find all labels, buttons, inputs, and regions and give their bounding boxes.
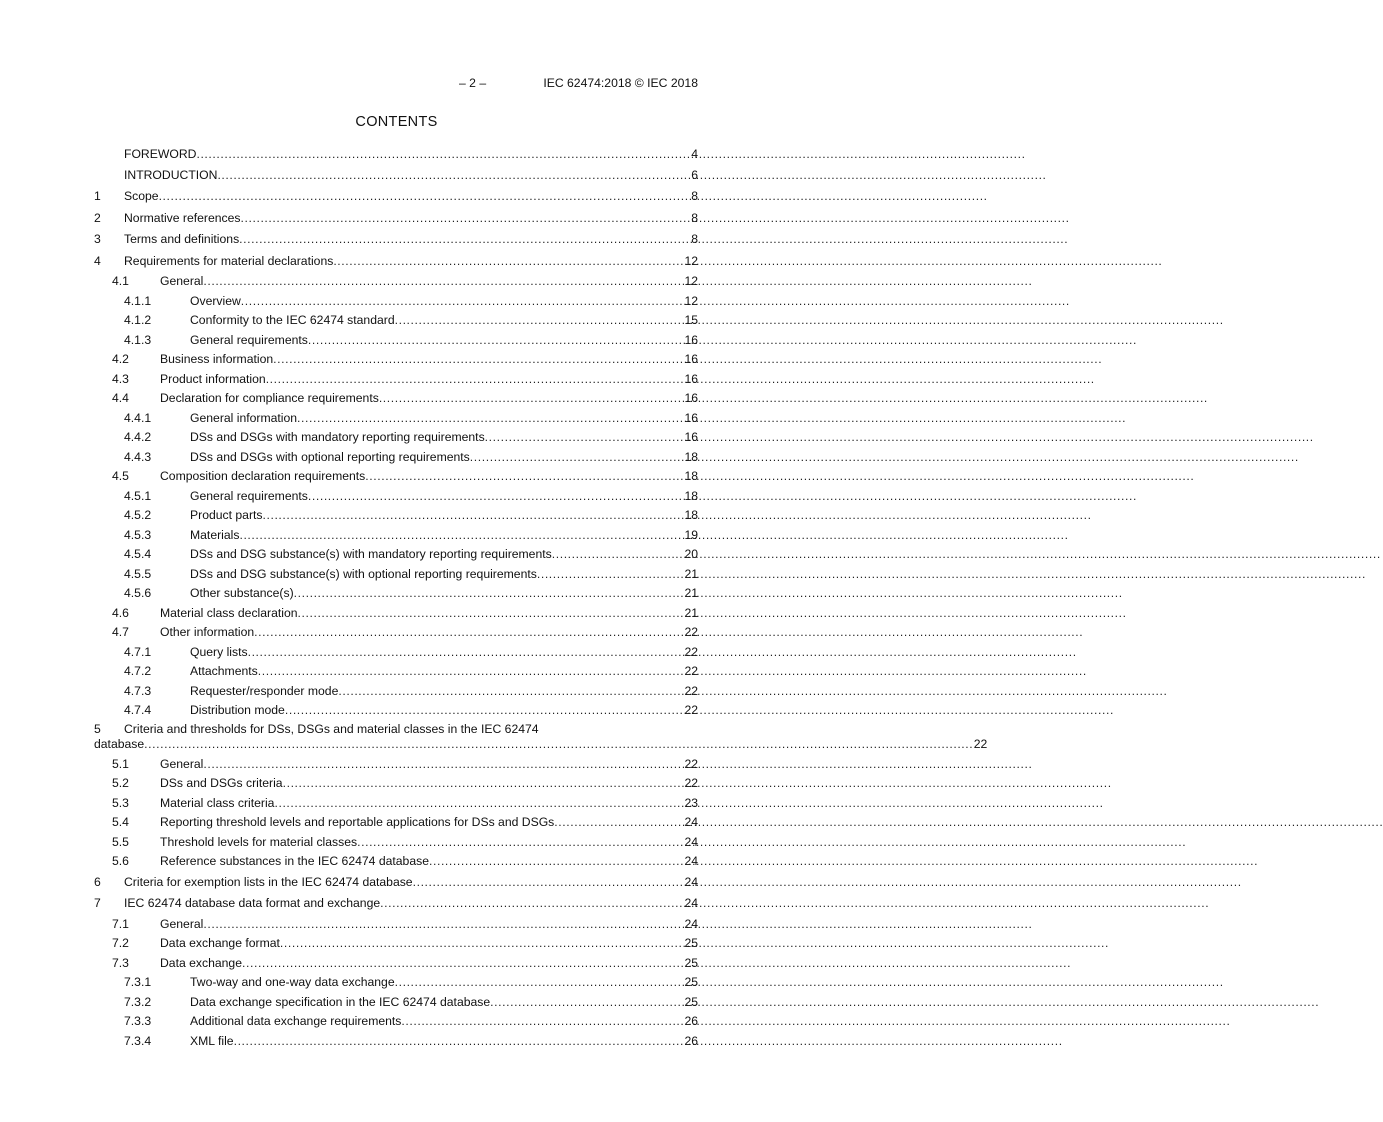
toc-entry-title: Composition declaration requirements <box>160 469 366 483</box>
toc-entry-title: Normative references <box>124 210 241 225</box>
toc-entry-page: 16 <box>684 352 698 366</box>
toc-entry-number: 2 <box>94 210 101 225</box>
toc-entry-title: General <box>160 756 204 771</box>
toc-entry-number: 4.1.3 <box>124 332 152 347</box>
toc-entry-page: 12 <box>684 274 698 288</box>
toc-leader-dots <box>203 272 684 292</box>
toc-entry-title: Material class criteria <box>160 795 275 810</box>
toc-entry-number: 4.5.6 <box>124 586 152 600</box>
toc-entry[interactable] <box>94 852 698 872</box>
toc-entry-number: 4.5.1 <box>124 488 152 503</box>
toc-entry[interactable] <box>94 662 698 682</box>
toc-entry-number: 7.3.3 <box>124 1014 152 1028</box>
toc-entry-page: 18 <box>684 488 698 503</box>
toc-entry-page: 16 <box>684 332 698 347</box>
toc-entry-page: 16 <box>684 371 698 386</box>
toc-entry[interactable] <box>94 682 698 702</box>
toc-entry-page: 22 <box>684 625 698 639</box>
toc-entry-title: Requirements for material declarations <box>124 253 334 268</box>
toc-leader-dots <box>365 467 684 487</box>
toc-entry-title: Distribution mode <box>190 703 285 717</box>
toc-entry-number: 4.4.3 <box>124 449 152 464</box>
toc-entry-number: 5.1 <box>112 756 129 771</box>
toc-entry-number: 4.7.1 <box>124 644 152 659</box>
toc-leader-dots <box>285 701 684 721</box>
toc-entry-page: 22 <box>684 756 698 771</box>
toc-leader-dots <box>159 186 684 208</box>
toc-entry-title: Other information <box>160 625 255 639</box>
toc-leader-dots <box>254 623 684 643</box>
toc-entry-page: 24 <box>684 854 698 868</box>
toc-entry[interactable] <box>94 208 698 230</box>
toc-entry-page: 4 <box>691 147 698 161</box>
toc-entry-title: General <box>160 274 204 288</box>
page-header <box>94 76 698 92</box>
toc-entry-page: 12 <box>684 293 698 308</box>
toc-entry[interactable] <box>94 954 698 974</box>
toc-entry-number: 4.5.5 <box>124 566 152 581</box>
toc-entry[interactable] <box>94 813 698 833</box>
toc-leader-dots <box>248 643 684 663</box>
toc-entry-title: FOREWORD <box>124 147 197 161</box>
toc-entry[interactable] <box>94 165 698 187</box>
toc-entry[interactable] <box>94 721 988 755</box>
toc-entry-page: 18 <box>684 469 698 483</box>
toc-entry-number: 5.6 <box>112 854 129 868</box>
toc-entry-title: Criteria for exemption lists in the IEC 62474 database <box>124 874 413 889</box>
toc-entry-title: Data exchange format <box>160 936 280 950</box>
toc-entry-page: 21 <box>684 566 698 581</box>
toc-entry-number: 4.2 <box>112 352 129 366</box>
toc-entry[interactable] <box>94 467 698 487</box>
toc-entry-number: 7.3.1 <box>124 975 152 989</box>
toc-entry-page: 21 <box>684 586 698 600</box>
toc-entry[interactable] <box>94 604 698 624</box>
toc-leader-dots <box>196 145 684 165</box>
toc-entry-page: 24 <box>684 874 698 889</box>
toc-entry[interactable] <box>94 292 698 312</box>
toc-entry-number: 5.5 <box>112 834 129 849</box>
toc-entry-number: 4.7.4 <box>124 703 152 717</box>
toc-entry-title: Data exchange specification in the IEC 62474 database <box>190 994 491 1009</box>
toc-entry[interactable] <box>94 833 698 853</box>
toc-entry[interactable] <box>94 272 698 292</box>
toc-entry-page: 25 <box>684 955 698 970</box>
toc-entry-title: Declaration for compliance requirements <box>160 391 379 405</box>
toc-leader-dots <box>241 208 684 230</box>
toc-entry[interactable] <box>94 251 698 273</box>
toc-entry-number: 5.2 <box>112 776 129 790</box>
toc-leader-dots <box>217 165 684 187</box>
toc-leader-dots <box>280 934 684 954</box>
toc-entry-page: 22 <box>684 664 698 678</box>
toc-entry-page: 15 <box>684 313 698 327</box>
toc-entry-page: 22 <box>684 644 698 659</box>
toc-leader-dots <box>357 833 684 853</box>
toc-entry-page: 24 <box>684 834 698 849</box>
toc-entry[interactable] <box>94 409 698 429</box>
toc-entry-number: 4.1.2 <box>124 313 152 327</box>
toc-entry-title: General requirements <box>190 332 308 347</box>
toc-entry-page: 18 <box>684 508 698 522</box>
toc-leader-dots <box>485 428 684 448</box>
toc-entry-title: Material class declaration <box>160 605 298 620</box>
toc-entry[interactable] <box>94 350 698 370</box>
toc-entry[interactable] <box>94 565 698 585</box>
toc-entry-page: 23 <box>684 795 698 810</box>
toc-entry-number: 7.3.2 <box>124 994 152 1009</box>
toc-leader-dots <box>308 487 684 507</box>
toc-entry-number: 7.2 <box>112 936 129 950</box>
toc-entry[interactable] <box>94 701 698 721</box>
toc-entry-number: 1 <box>94 189 101 203</box>
toc-entry[interactable] <box>94 370 698 390</box>
toc-entry-page: 19 <box>684 527 698 542</box>
toc-entry-title: database <box>94 737 145 751</box>
toc-entry-title: DSs and DSG substance(s) with optional reporting requirements <box>190 566 537 581</box>
toc-entry-page: 16 <box>684 410 698 425</box>
toc-entry[interactable] <box>94 774 698 794</box>
toc-leader-dots <box>203 755 684 775</box>
toc-entry-number: 4.7 <box>112 625 129 639</box>
toc-entry-number: 4.5.2 <box>124 508 152 522</box>
toc-entry-title: Query lists <box>190 644 248 659</box>
toc-leader-dots <box>144 737 973 752</box>
toc-entry[interactable] <box>94 973 698 993</box>
toc-entry-number: 5 <box>94 721 101 736</box>
toc-entry-number: 4.5.4 <box>124 547 152 561</box>
toc-entry-page: 25 <box>684 936 698 950</box>
toc-entry-number: 7.3 <box>112 955 129 970</box>
toc-entry-title: Other substance(s) <box>190 586 294 600</box>
toc-entry-number: 4.1 <box>112 274 129 288</box>
toc-entry-title: Business information <box>160 352 274 366</box>
toc-entry-page: 22 <box>684 776 698 790</box>
table-of-contents <box>94 145 988 1051</box>
toc-entry-title: Terms and definitions <box>124 232 240 246</box>
toc-entry-page: 8 <box>691 232 698 246</box>
toc-leader-dots <box>298 604 684 624</box>
toc-entry-title: Requester/responder mode <box>190 683 339 698</box>
toc-entry-page: 25 <box>684 994 698 1009</box>
toc-entry-number: 4.6 <box>112 605 129 620</box>
toc-entry-number: 4.1.1 <box>124 293 152 308</box>
toc-entry[interactable] <box>94 643 698 663</box>
toc-leader-dots <box>262 506 684 526</box>
toc-leader-dots <box>234 1032 684 1052</box>
toc-entry-number: 4.5 <box>112 469 129 483</box>
toc-leader-dots <box>239 526 684 546</box>
toc-entry-number: 4 <box>94 253 101 268</box>
toc-entry-title: Attachments <box>190 664 258 678</box>
toc-entry-title: DSs and DSGs criteria <box>160 776 283 790</box>
toc-leader-dots <box>308 331 684 351</box>
toc-entry-number: 5.3 <box>112 795 129 810</box>
toc-entry-title: Product parts <box>190 508 263 522</box>
toc-leader-dots <box>554 813 684 833</box>
toc-entry[interactable] <box>94 893 698 915</box>
toc-entry-title: DSs and DSG substance(s) with mandatory reporting requirements <box>190 547 552 561</box>
toc-entry-number: 4.7.2 <box>124 664 152 678</box>
toc-entry-number: 3 <box>94 232 101 246</box>
toc-leader-dots <box>490 993 684 1013</box>
toc-leader-dots <box>429 852 684 872</box>
toc-leader-dots <box>266 370 684 390</box>
toc-entry[interactable] <box>94 1012 698 1032</box>
toc-entry-title: XML file <box>190 1033 234 1048</box>
toc-entry-title: Overview <box>190 293 241 308</box>
toc-leader-dots <box>537 565 684 585</box>
toc-leader-dots <box>274 794 684 814</box>
toc-entry-number: 4.4 <box>112 391 129 405</box>
toc-entry-title: Two-way and one-way data exchange <box>190 975 395 989</box>
toc-entry-page: 6 <box>691 167 698 182</box>
document-reference: IEC 62474:2018 © IEC 2018 <box>543 76 698 90</box>
toc-entry[interactable] <box>94 993 698 1013</box>
toc-entry[interactable] <box>94 145 698 165</box>
toc-entry-page: 8 <box>691 189 698 203</box>
toc-entry[interactable] <box>94 584 698 604</box>
toc-entry-page: 16 <box>684 391 698 405</box>
toc-entry[interactable] <box>94 389 698 409</box>
toc-entry-title: DSs and DSGs with mandatory reporting requirements <box>190 430 485 444</box>
toc-leader-dots <box>273 350 684 370</box>
toc-entry-title: Data exchange <box>160 955 242 970</box>
toc-entry-page: 24 <box>684 896 698 910</box>
toc-entry-page: 22 <box>684 683 698 698</box>
toc-entry-title: Criteria and thresholds for DSs, DSGs and material classes in the IEC 62474 <box>124 721 539 736</box>
toc-entry[interactable] <box>94 331 698 351</box>
toc-entry[interactable] <box>94 915 698 935</box>
toc-entry-title: General <box>160 916 204 931</box>
toc-entry-title: General requirements <box>190 488 308 503</box>
toc-entry[interactable] <box>94 755 698 775</box>
toc-entry-page: 8 <box>691 210 698 225</box>
toc-entry[interactable] <box>94 448 698 468</box>
toc-entry-title: Product information <box>160 371 266 386</box>
toc-entry-title: General information <box>190 410 298 425</box>
toc-entry-title: Conformity to the IEC 62474 standard <box>190 313 395 327</box>
toc-entry-title: Reference substances in the IEC 62474 database <box>160 854 429 868</box>
toc-leader-dots <box>413 872 684 894</box>
toc-entry-number: 7 <box>94 896 101 910</box>
toc-entry-number: 4.7.3 <box>124 683 152 698</box>
toc-leader-dots <box>401 1012 684 1032</box>
toc-leader-dots <box>241 292 684 312</box>
toc-entry-title: INTRODUCTION <box>124 167 218 182</box>
toc-entry-title: DSs and DSGs with optional reporting requirements <box>190 449 470 464</box>
toc-entry-number: 4.4.1 <box>124 410 152 425</box>
toc-entry-title: Reporting threshold levels and reportable applications for DSs and DSGs <box>160 815 555 829</box>
toc-leader-dots <box>242 954 684 974</box>
toc-entry-page: 18 <box>684 449 698 464</box>
toc-entry-title: Materials <box>190 527 240 542</box>
toc-entry-number: 6 <box>94 874 101 889</box>
toc-entry[interactable] <box>94 1032 698 1052</box>
toc-entry[interactable] <box>94 186 698 208</box>
toc-entry-title: Scope <box>124 189 159 203</box>
toc-leader-dots <box>258 662 684 682</box>
toc-entry-page: 16 <box>684 430 698 444</box>
toc-leader-dots <box>294 584 684 604</box>
toc-entry-title: IEC 62474 database data format and exchange <box>124 896 381 910</box>
toc-leader-dots <box>379 389 684 409</box>
toc-entry[interactable] <box>94 229 698 251</box>
toc-entry-page: 20 <box>684 547 698 561</box>
toc-entry[interactable] <box>94 872 698 894</box>
toc-entry-number: 4.3 <box>112 371 129 386</box>
toc-entry-number: 4.5.3 <box>124 527 152 542</box>
toc-leader-dots <box>470 448 684 468</box>
toc-entry-page: 21 <box>684 605 698 620</box>
toc-entry[interactable] <box>94 506 698 526</box>
toc-entry-page: 26 <box>684 1033 698 1048</box>
toc-entry-page: 22 <box>684 703 698 717</box>
toc-entry[interactable] <box>94 623 698 643</box>
toc-leader-dots <box>380 893 684 915</box>
toc-entry[interactable] <box>94 428 698 448</box>
toc-entry-page: 22 <box>973 737 988 751</box>
toc-entry-page: 26 <box>684 1014 698 1028</box>
toc-entry[interactable] <box>94 934 698 954</box>
toc-entry-number: 7.1 <box>112 916 129 931</box>
toc-entry-number: 5.4 <box>112 815 129 829</box>
toc-leader-dots <box>395 311 684 331</box>
toc-entry[interactable] <box>94 311 698 331</box>
toc-entry[interactable] <box>94 545 698 565</box>
toc-entry-page: 12 <box>684 253 698 268</box>
toc-entry[interactable] <box>94 487 698 507</box>
toc-entry-number: 4.4.2 <box>124 430 152 444</box>
toc-entry[interactable] <box>94 794 698 814</box>
toc-leader-dots <box>239 229 684 251</box>
toc-entry[interactable] <box>94 526 698 546</box>
toc-leader-dots <box>297 409 684 429</box>
toc-leader-dots <box>552 545 684 565</box>
toc-entry-page: 24 <box>684 916 698 931</box>
toc-entry-page: 25 <box>684 975 698 989</box>
toc-leader-dots <box>283 774 684 794</box>
toc-leader-dots <box>203 915 684 935</box>
toc-leader-dots <box>395 973 684 993</box>
toc-entry-title: Threshold levels for material classes <box>160 834 358 849</box>
page-number: – 2 – <box>459 76 487 90</box>
toc-entry-number: 7.3.4 <box>124 1033 152 1048</box>
toc-entry-page: 24 <box>684 815 698 829</box>
toc-leader-dots <box>333 251 684 273</box>
contents-title: CONTENTS <box>355 114 438 130</box>
toc-leader-dots <box>338 682 684 702</box>
toc-entry-title: Additional data exchange requirements <box>190 1014 402 1028</box>
